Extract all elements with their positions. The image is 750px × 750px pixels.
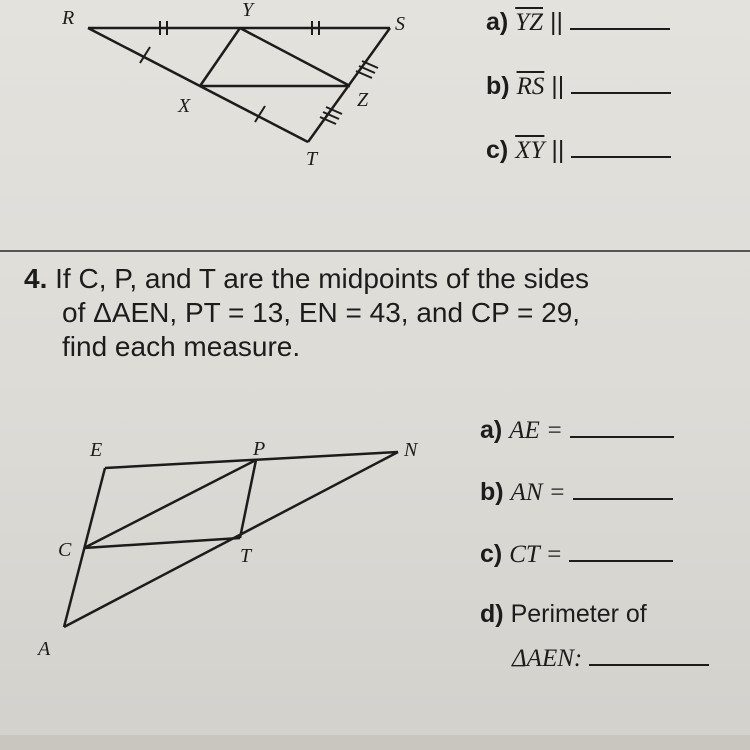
label-c: C: [58, 539, 72, 561]
answer-blank-an[interactable]: [573, 498, 673, 500]
top-part-a: a) $\overline{YZ}$ ||: [486, 8, 670, 37]
label-p: P: [253, 438, 266, 460]
page-edge-shadow: [0, 735, 750, 750]
segment-rs-label: $\overline{RS}$: [516, 73, 545, 100]
label-y: Y: [242, 0, 254, 21]
part-d-triangle: ΔAEN:: [512, 644, 709, 673]
part-a-ae: a) AE =: [480, 416, 674, 445]
label-e: E: [90, 439, 103, 461]
answer-blank-ae[interactable]: [570, 436, 674, 438]
label-n: N: [404, 439, 418, 461]
label-t: T: [306, 148, 318, 170]
side-en: [105, 452, 398, 468]
top-part-b: b) $\overline{RS}$ ||: [486, 72, 671, 101]
label-a: A: [38, 638, 51, 660]
segment-cp: [84, 460, 256, 548]
part-d-perimeter: d) Perimeter of: [480, 600, 647, 628]
label-t2: T: [240, 545, 252, 567]
answer-blank-perimeter[interactable]: [589, 664, 709, 666]
part-c-ct: c) CT =: [480, 540, 673, 569]
label-z: Z: [357, 89, 369, 111]
answer-blank-ct[interactable]: [569, 560, 673, 562]
problem-4-statement: 4. If C, P, and T are the midpoints of the sides of ΔAEN, PT = 13, EN = 43, and CP = 29, find each measure.: [24, 263, 590, 362]
problem-number: 4.: [24, 263, 48, 294]
segment-yz-label: $\overline{YZ}$: [515, 9, 543, 36]
segment-xy-label: $\overline{XY}$: [515, 137, 545, 164]
label-x: X: [178, 95, 191, 117]
label-s: S: [395, 13, 405, 35]
part-b-an: b) AN =: [480, 478, 673, 507]
top-part-c: c) $\overline{XY}$ ||: [486, 136, 671, 165]
label-r: R: [62, 7, 75, 29]
